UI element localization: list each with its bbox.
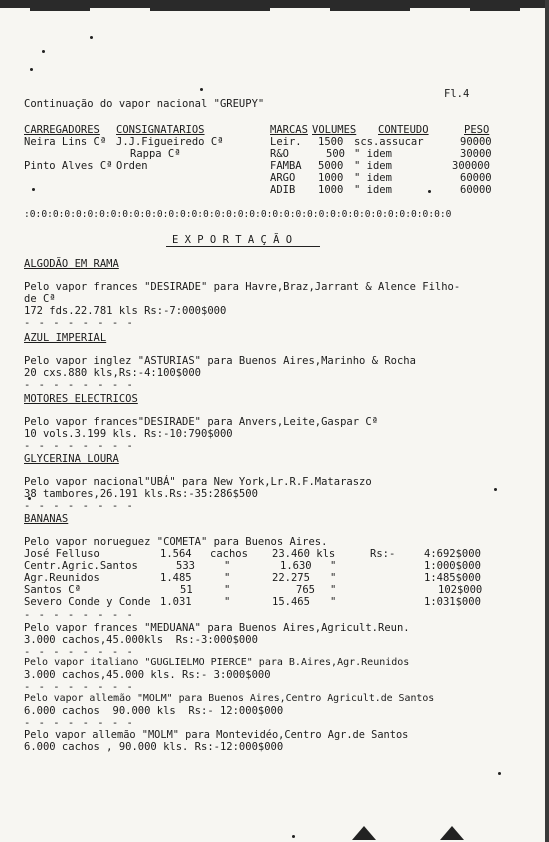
separator-line: :0:0:0:0:0:0:0:0:0:0:0:0:0:0:0:0:0:0:0:0:0:0:0:0:0:0:0:0:0:0:0:0:0:0:0:0:0 [24, 209, 452, 220]
manifest-cell: 60000 [460, 184, 492, 196]
section-heading: GLYCERINA LOURA [24, 453, 119, 465]
dash-divider: - - - - - - - - [24, 500, 134, 512]
banana-cell: " [224, 584, 231, 596]
manifest-cell: 1000 [318, 172, 344, 184]
banana-cell: 1.485 [160, 572, 192, 584]
banana-cell: 1.031 [160, 596, 192, 608]
banana-cell: 4:692$000 [424, 548, 481, 560]
shipment-line: 3.000 cachos,45.000 kls. Rs:- 3:000$000 [24, 669, 271, 681]
banana-cell: José Felluso [24, 548, 100, 560]
dash-divider: - - - - - - - - [24, 646, 134, 658]
export-title-underline [166, 246, 320, 247]
manifest-cell: ARGO [270, 172, 296, 184]
manifest-cell: Rappa Cª [130, 148, 181, 160]
manifest-cell: Neira Lins Cª [24, 136, 107, 148]
scan-speck [498, 772, 501, 775]
manifest-cell: Leir. [270, 136, 302, 148]
section-line: Pelo vapor nacional"UBÁ" para New York,Lr.R.F.Mataraszo [24, 476, 372, 488]
scan-artifact [352, 826, 376, 840]
banana-cell: 1:000$000 [424, 560, 481, 572]
section-heading: AZUL IMPERIAL [24, 332, 107, 344]
manifest-cell: 60000 [460, 172, 492, 184]
section-line: 10 vols.3.199 kls. Rs:-10:790$000 [24, 428, 233, 440]
section-line: de Cª [24, 293, 56, 305]
shipment-line: 3.000 cachos,45.000kls Rs:-3:000$000 [24, 634, 258, 646]
manifest-cell: J.J.Figueiredo Cª [116, 136, 224, 148]
banana-cell: Rs:- [370, 548, 396, 560]
col-carregadores: CARREGADORES [24, 124, 100, 136]
folio-number: Fl.4 [444, 88, 470, 100]
col-marcas: MARCAS [270, 124, 308, 136]
scan-speck [292, 835, 295, 838]
banana-cell: " [330, 572, 337, 584]
banana-cell: 22.275 [272, 572, 310, 584]
shipment-line: 6.000 cachos , 90.000 kls. Rs:-12:000$000 [24, 741, 284, 753]
dash-divider: - - - - - - - - [24, 609, 134, 621]
shipment-line: Pelo vapor allemão "MOLM" para Montevidéo,Centro Agr.de Santos [24, 729, 409, 741]
manifest-cell: Orden [116, 160, 148, 172]
scan-top-border [0, 0, 549, 8]
manifest-cell: " idem [354, 160, 392, 172]
continuation-title: Continuação do vapor nacional "GREUPY" [24, 98, 265, 110]
banana-cell: 51 [180, 584, 193, 596]
dash-divider: - - - - - - - - [24, 717, 134, 729]
banana-cell: 1.630 [280, 560, 312, 572]
shipment-line: Pelo vapor allemão "MOLM" para Buenos Aires,Centro Agricult.de Santos [24, 693, 435, 704]
dash-divider: - - - - - - - - [24, 681, 134, 693]
section-line: Pelo vapor inglez "ASTURIAS" para Buenos Aires,Marinho & Rocha [24, 355, 416, 367]
col-peso: PESO [464, 124, 490, 136]
manifest-cell: 5000 [318, 160, 344, 172]
scan-artifact [440, 826, 464, 840]
manifest-cell: Pinto Alves Cª [24, 160, 113, 172]
banana-cell: cachos [210, 548, 248, 560]
manifest-cell: 300000 [452, 160, 490, 172]
banana-cell: Santos Cª [24, 584, 81, 596]
section-line: Pelo vapor frances"DESIRADE" para Anvers,Leite,Gaspar Cª [24, 416, 379, 428]
section-line: 172 fds.22.781 kls Rs:-7:000$000 [24, 305, 227, 317]
manifest-cell: " idem [354, 148, 392, 160]
shipment-line: Pelo vapor frances "MEDUANA" para Buenos Aires,Agricult.Reun. [24, 622, 410, 634]
manifest-cell: scs.assucar [354, 136, 424, 148]
manifest-cell: FAMBA [270, 160, 302, 172]
section-heading: MOTORES ELECTRICOS [24, 393, 138, 405]
export-title: E X P O R T A Ç Ã O [172, 234, 293, 246]
banana-cell: 102$000 [438, 584, 483, 596]
dash-divider: - - - - - - - - [24, 379, 134, 391]
manifest-cell: ADIB [270, 184, 296, 196]
col-conteudo: CONTEUDO [378, 124, 429, 136]
manifest-cell: 30000 [460, 148, 492, 160]
banana-cell: 1.564 [160, 548, 192, 560]
manifest-cell: 1500 [318, 136, 344, 148]
dash-divider: - - - - - - - - [24, 317, 134, 329]
banana-cell: Centr.Agric.Santos [24, 560, 138, 572]
scan-speck [30, 68, 33, 71]
section-line: 20 cxs.880 kls,Rs:-4:100$000 [24, 367, 202, 379]
manifest-cell: " idem [354, 172, 392, 184]
banana-cell: 1:485$000 [424, 572, 481, 584]
scan-speck [494, 488, 497, 491]
banana-cell: " [330, 584, 337, 596]
banana-cell: " [224, 560, 231, 572]
section-line: Pelo vapor norueguez "COMETA" para Buenos Aires. [24, 536, 328, 548]
banana-cell: " [224, 572, 231, 584]
scan-right-border [545, 0, 549, 842]
banana-cell: 765 [296, 584, 315, 596]
section-heading: BANANAS [24, 513, 69, 525]
section-heading: ALGODÃO EM RAMA [24, 258, 119, 270]
banana-cell: 533 [176, 560, 195, 572]
banana-cell: 15.465 [272, 596, 310, 608]
scan-speck [90, 36, 93, 39]
dash-divider: - - - - - - - - [24, 440, 134, 452]
banana-cell: Agr.Reunidos [24, 572, 100, 584]
banana-cell: Severo Conde y Conde [24, 596, 151, 608]
banana-cell: 23.460 kls [272, 548, 336, 560]
scan-speck [428, 190, 431, 193]
scan-speck [200, 88, 203, 91]
scan-speck [32, 188, 35, 191]
shipment-line: Pelo vapor italiano "GUGLIELMO PIERCE" para B.Aires,Agr.Reunidos [24, 657, 410, 668]
manifest-cell: 500 [326, 148, 345, 160]
banana-cell: " [224, 596, 231, 608]
manifest-cell: R&O [270, 148, 289, 160]
banana-cell: " [330, 560, 337, 572]
section-line: Pelo vapor frances "DESIRADE" para Havre,Braz,Jarrant & Alence Filho- [24, 281, 461, 293]
section-line: 38 tambores,26.191 kls.Rs:-35:286$500 [24, 488, 258, 500]
manifest-cell: 90000 [460, 136, 492, 148]
col-volumes: VOLUMES [312, 124, 357, 136]
banana-cell: " [330, 596, 337, 608]
scan-speck [42, 50, 45, 53]
manifest-cell: " idem [354, 184, 392, 196]
shipment-line: 6.000 cachos 90.000 kls Rs:- 12:000$000 [24, 705, 284, 717]
manifest-cell: 1000 [318, 184, 344, 196]
col-consignatarios: CONSIGNATARIOS [116, 124, 205, 136]
banana-cell: 1:031$000 [424, 596, 481, 608]
